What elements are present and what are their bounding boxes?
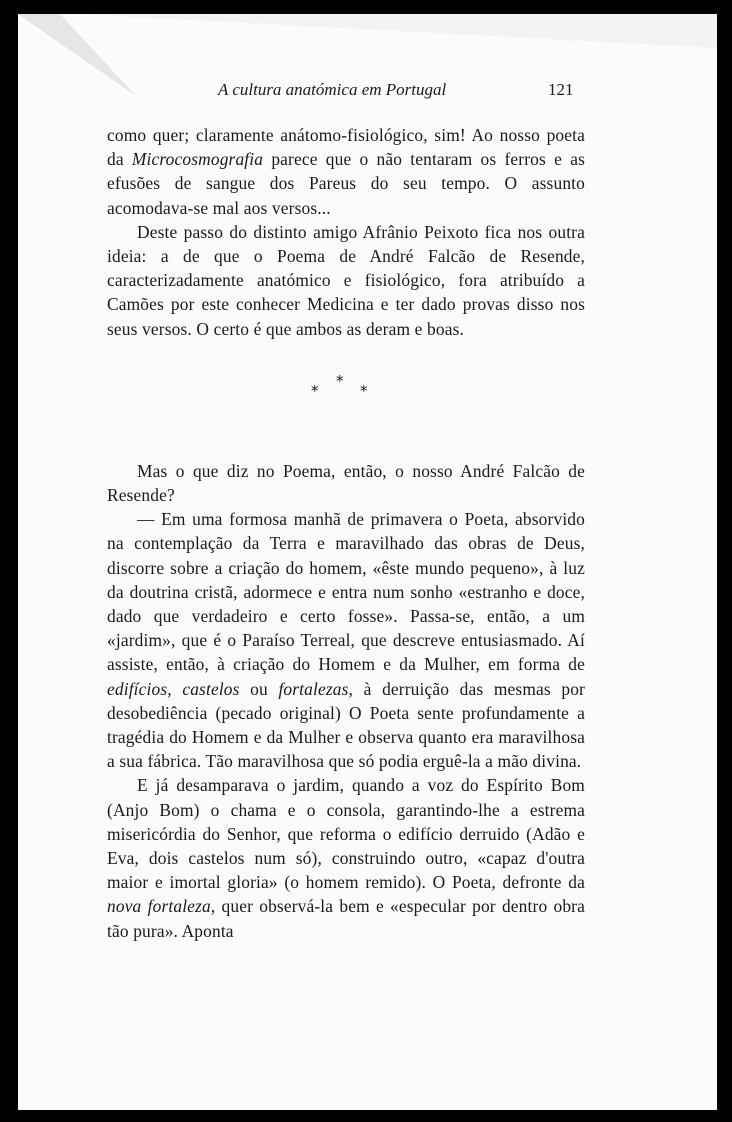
italic-title: Microcosmografia xyxy=(131,149,264,170)
paragraph-4 xyxy=(107,507,585,773)
page-number: 121 xyxy=(548,80,574,99)
paragraph-3: Mas o que diz no Poema, então, o nosso André Falcão de Resende? xyxy=(107,460,585,506)
text-run: E já desamparava o jardim, quando a voz do Espírito Bom (Anjo Bom) o chama e o consola, garantindo-lhe a estrema misericórdia do Senhor, que reforma o edifício derruido (Adão e Eva, dois castelos num só), construindo outro, «capaz d'outra maior e imortal gloria» (o homem remido). O Poeta, defronte da xyxy=(107,775,585,893)
italic-term: edifícios, castelos xyxy=(107,678,240,699)
text-run: parece que o não tentaram os ferros e as efusões de sangue dos Pareus do seu tempo. O assunto acomodava-se mal aos versos... xyxy=(107,149,585,218)
paragraph-1 xyxy=(107,123,585,220)
text-run: ou xyxy=(239,678,279,699)
asterisk-right: * xyxy=(360,381,368,400)
book-page xyxy=(18,14,717,1110)
section-break-asterism xyxy=(107,341,585,459)
running-header xyxy=(18,80,717,106)
body-text xyxy=(107,123,585,943)
running-title: A cultura anatómica em Portugal xyxy=(218,80,447,99)
text-run: — Em uma formosa manhã de primavera o Poeta, absorvido na contemplação da Terra e maravilhado das obras de Deus, discorre sobre a criação do homem, «êste mundo pequeno», à luz da doutrina cristã, adormece e entra num sonho «estranho e doce, dado que verdadeiro e certo fosse». Passa-se, então, a um «jardim», que é o Paraíso Terreal, que descreve entusiasmado. Aí assiste, então, à criação do Homem e da Mulher, em forma de xyxy=(107,509,585,675)
asterisk-top: * xyxy=(336,371,344,390)
italic-term: fortalezas xyxy=(278,678,349,699)
text-run: , à derruição das mesmas por desobediência (pecado original) O Poeta sente profundamente a tragédia do Homem e da Mulher e observa quanto era maravilhosa a sua fábrica. Tão maravilhosa que só podia erguê-la a mão divina. xyxy=(107,678,585,772)
paragraph-2: Deste passo do distinto amigo Afrânio Peixoto fica nos outra ideia: a de que o Poema de André Falcão de Resende, caracterizadamente anatómico e fisiológico, fora atribuído a Camões por este conhecer Medicina e ter dado provas disso nos seus versos. O certo é que ambos as deram e boas. xyxy=(107,221,585,339)
page-crease-shadow xyxy=(18,14,717,134)
asterisk-left: * xyxy=(311,381,319,400)
text-run: como quer; claramente anátomo-fisiológico, sim! Ao nosso poeta da xyxy=(107,125,585,170)
paragraph-5 xyxy=(107,773,585,942)
italic-term: nova fortaleza xyxy=(107,896,211,917)
text-run: , quer observá-la bem e «especular por dentro obra tão pura». Aponta xyxy=(107,896,585,941)
